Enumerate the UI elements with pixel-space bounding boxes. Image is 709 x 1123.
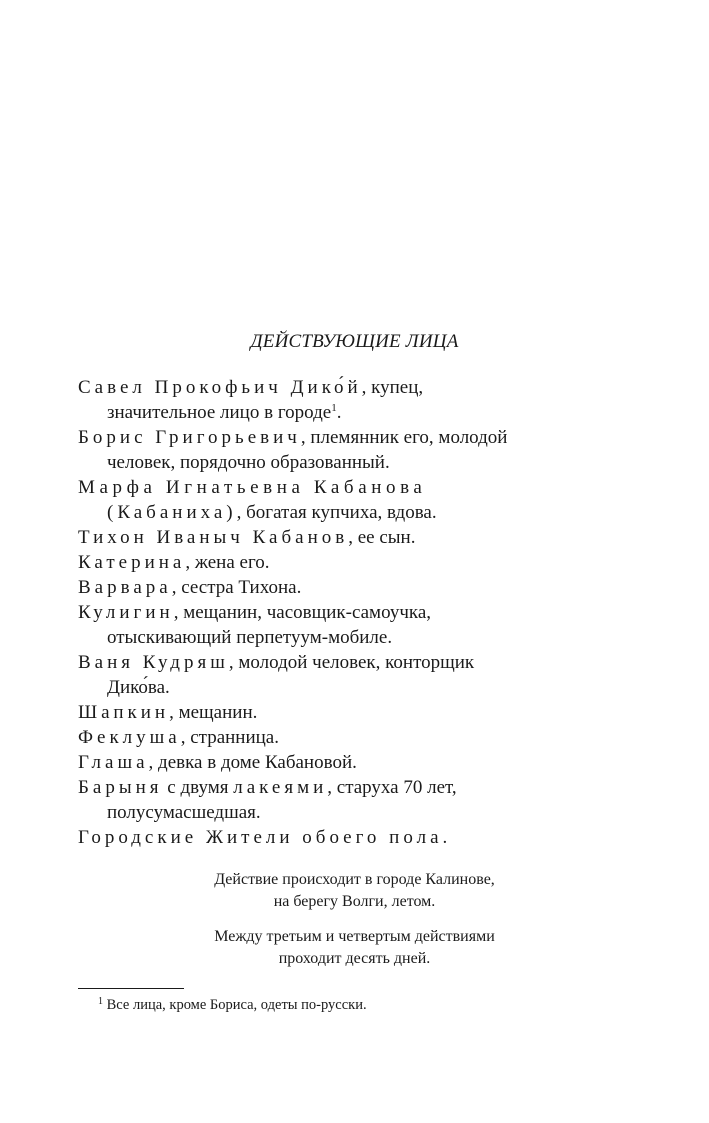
character-description: , жена его. [185, 552, 270, 573]
character-description: , странница. [180, 727, 279, 748]
character-name: Шапкин [78, 702, 170, 723]
character-description-cont: отыскивающий перпетуум-мобиле. [107, 627, 393, 648]
cast-entry-kabanova [78, 475, 638, 525]
character-description: , сестра Тихона. [171, 577, 302, 598]
footnote-divider [78, 988, 184, 989]
character-description: , ее сын. [348, 527, 416, 548]
cast-entry-kuligin [78, 600, 638, 650]
cast-entry-glasha [78, 750, 638, 775]
footnote [98, 995, 367, 1015]
setting-line: Действие происходит в городе Калинове, [214, 871, 495, 888]
character-description: , мещанин, часовщик-самоучка, [173, 602, 432, 623]
character-name: Кулигин [78, 602, 174, 623]
character-name: Феклуша [78, 727, 181, 748]
character-name: Катерина [78, 552, 186, 573]
setting-line: на берегу Волги, летом. [273, 893, 436, 910]
character-name: Борис Григорьевич [78, 427, 301, 448]
character-name: Марфа Игнатьевна Кабанова [78, 477, 427, 498]
character-nickname: (Кабаниха) [107, 502, 237, 523]
footnote-number: 1 [98, 996, 103, 1007]
character-description: , молодой человек, конторщик [228, 652, 475, 673]
cast-entry-kudryash [78, 650, 638, 700]
character-name: Тихон Иваныч Кабанов [78, 527, 349, 548]
cast-entry-feklusha [78, 725, 638, 750]
character-name: Савел Прокофьич Дико́й [78, 377, 362, 398]
cast-entry-varvara [78, 575, 638, 600]
character-description-cont: полусумасшедшая. [107, 802, 261, 823]
cast-entry-barynya [78, 775, 638, 825]
character-name: Варвара [78, 577, 172, 598]
character-description-cont: значительное лицо в городе [107, 402, 332, 423]
cast-entry-townspeople [78, 825, 638, 850]
character-description: , племянник его, молодой [300, 427, 508, 448]
character-name-secondary: лакеями [233, 777, 328, 798]
punctuation: . [336, 402, 342, 423]
footnote-text: Все лица, кроме Бориса, одеты по-русски. [103, 997, 367, 1013]
interval-note [0, 926, 709, 970]
cast-entry-tikhon [78, 525, 638, 550]
interval-line: Между третьим и четвертым действиями [214, 928, 495, 945]
cast-entry-boris [78, 425, 638, 475]
character-description: , богатая купчиха, вдова. [236, 502, 437, 523]
page-title: ДЕЙСТВУЮЩИЕ ЛИЦА [250, 331, 459, 352]
cast-entry-dikoy [78, 375, 638, 425]
character-description: с двумя [162, 777, 234, 798]
cast-entry-shapkin [78, 700, 638, 725]
character-name: Глаша [78, 752, 149, 773]
character-description: , девка в доме Кабановой. [148, 752, 357, 773]
character-name: Барыня [78, 777, 163, 798]
character-description-cont: человек, порядочно образованный. [107, 452, 390, 473]
footnote-marker: 1 [331, 402, 337, 414]
character-description: , купец, [361, 377, 424, 398]
setting-note [0, 869, 709, 913]
character-description: . [442, 827, 448, 848]
character-description: , мещанин. [169, 702, 258, 723]
character-name: Городские Жители обоего пола [78, 827, 443, 848]
cast-list [78, 375, 638, 850]
character-description: , старуха 70 лет, [327, 777, 457, 798]
interval-line: проходит десять дней. [278, 950, 431, 967]
character-name: Ваня Кудряш [78, 652, 229, 673]
character-description-cont: Дико́ва. [107, 677, 170, 698]
cast-entry-katerina [78, 550, 638, 575]
